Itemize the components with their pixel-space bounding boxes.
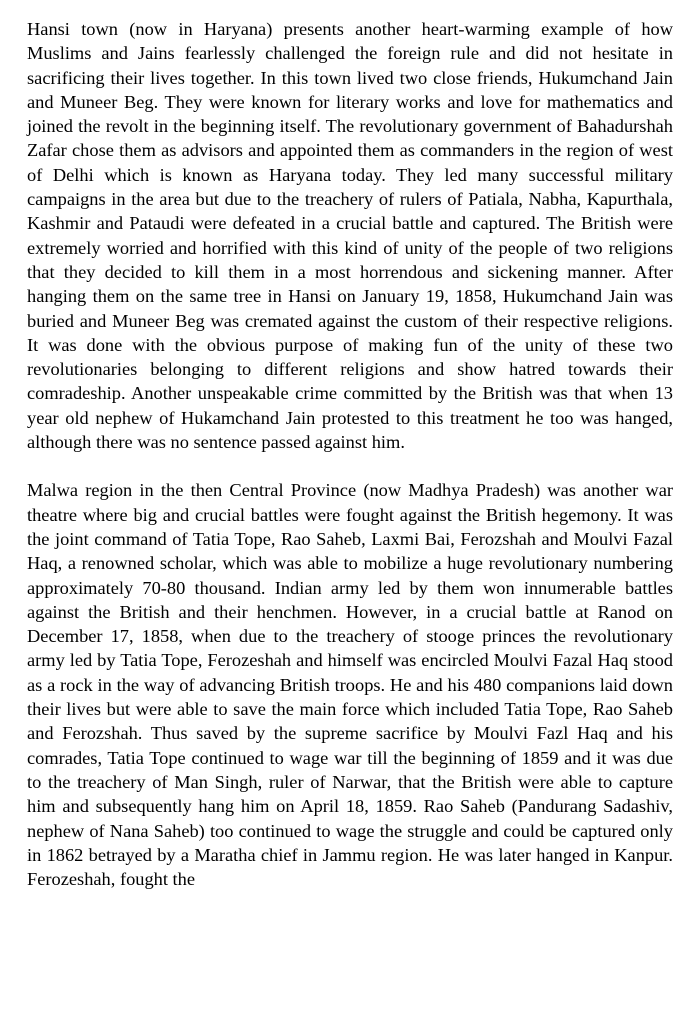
paragraph-malwa-region: Malwa region in the then Central Province (now Madhya Pradesh) was another war theatre where big and crucial battles were fought against the British hegemony. It was the joint command of Tatia Tope, Rao Saheb, Laxmi Bai, Ferozshah and Moulvi Fazal Haq, a renowned scholar, which was able to mobilize a huge revolutionary numbering approximately 70-80 thousand. Indian army led by them won innumerable battles against the British and their henchmen. However, in a crucial battle at Ranod on December 17, 1858, when due to the treachery of stooge princes the revolutionary army led by Tatia Tope, Ferozeshah and himself was encircled Moulvi Fazal Haq stood as a rock in the way of advancing British troops. He and his 480 companions laid down their lives but were able to save the main force which included Tatia Tope, Rao Saheb and Ferozshah. Thus saved by the supreme sacrifice by Moulvi Fazl Haq and his comrades, Tatia Tope continued to wage war till the beginning of 1859 and it was due to the treachery of Man Singh, ruler of Narwar, that the British were able to capture him and subsequently hang him on April 18, 1859. Rao Saheb (Pandurang Sadashiv, nephew of Nana Saheb) too continued to wage the struggle and could be captured only in 1862 betrayed by a Maratha chief in Jammu region. He was later hanged in Kanpur. Ferozeshah, fought the	[27, 480, 673, 890]
document-page	[27, 17, 673, 891]
paragraph-hansi-town: Hansi town (now in Haryana) presents another heart-warming example of how Muslims and Jains fearlessly challenged the foreign rule and did not hesitate in sacrificing their lives together. In this town lived two close friends, Hukumchand Jain and Muneer Beg. They were known for literary works and love for mathematics and joined the revolt in the beginning itself. The revolutionary government of Bahadurshah Zafar chose them as advisors and appointed them as commanders in the region of west of Delhi which is known as Haryana today. They led many successful military campaigns in the area but due to the treachery of rulers of Patiala, Nabha, Kapurthala, Kashmir and Pataudi were defeated in a crucial battle and captured. The British were extremely worried and horrified with this kind of unity of the people of two religions that they decided to kill them in a most horrendous and sickening manner. After hanging them on the same tree in Hansi on January 19, 1858, Hukumchand Jain was buried and Muneer Beg was cremated against the custom of their respective religions. It was done with the obvious purpose of making fun of the unity of these two revolutionaries belonging to different religions and show hatred towards their comradeship. Another unspeakable crime committed by the British was that when 13 year old nephew of Hukamchand Jain protested to this treatment he too was hanged, although there was no sentence passed against him.	[27, 19, 673, 453]
